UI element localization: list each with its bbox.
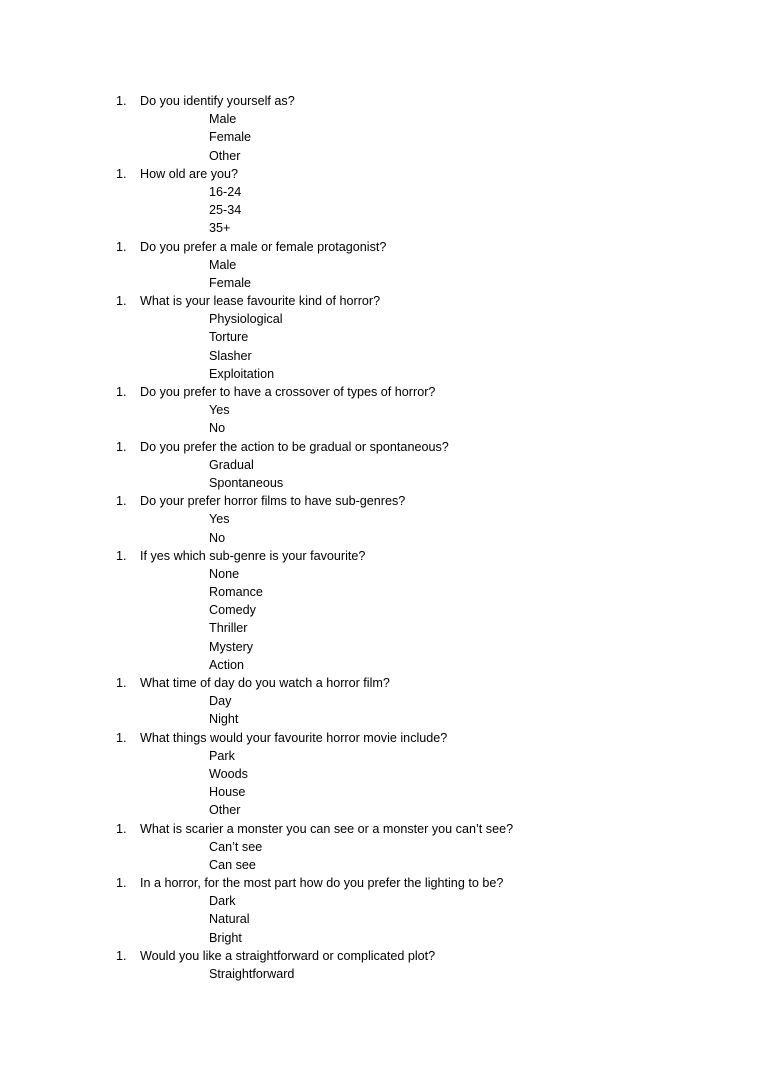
answer-option: Can see: [209, 857, 256, 872]
answer-option: None: [209, 566, 240, 581]
question-line: [0, 92, 768, 110]
question-text: If yes which sub-genre is your favourite?: [140, 548, 366, 563]
question-text: Do you prefer to have a crossover of types of horror?: [140, 385, 436, 399]
answer-option: 35+: [209, 221, 231, 236]
answer-option-line: [0, 747, 768, 765]
question-number: 1.: [116, 730, 127, 745]
answer-option-line: [0, 456, 768, 474]
answer-option: Park: [209, 748, 235, 763]
answer-option: Thriller: [209, 621, 248, 636]
question-number: 1.: [116, 821, 127, 836]
answer-option: Mystery: [209, 639, 254, 654]
answer-option-line: [0, 656, 768, 674]
question-line: [0, 238, 768, 256]
question-number: 1.: [116, 94, 127, 108]
question-text: Do your prefer horror films to have sub-genres?: [140, 494, 406, 509]
answer-option: Straightforward: [209, 967, 295, 981]
answer-option-line: [0, 801, 768, 819]
answer-option: Female: [209, 130, 251, 145]
question-line: [0, 165, 768, 183]
answer-option-line: [0, 474, 768, 492]
answer-option: Yes: [209, 403, 230, 418]
answer-option-line: [0, 638, 768, 656]
answer-option: No: [209, 530, 226, 545]
question-number: 1.: [116, 676, 127, 690]
answer-option: Female: [209, 275, 251, 290]
answer-option: Day: [209, 694, 232, 709]
question-number: 1.: [116, 385, 127, 399]
answer-option-line: [0, 128, 768, 146]
answer-option-line: [0, 692, 768, 710]
question-line: [0, 947, 768, 965]
answer-option-line: [0, 419, 768, 437]
question-number: 1.: [116, 876, 127, 891]
answer-option-line: [0, 183, 768, 201]
question-text: How old are you?: [140, 166, 239, 181]
answer-option-line: [0, 910, 768, 928]
question-number: 1.: [116, 439, 127, 454]
questionnaire-list: [0, 92, 768, 983]
answer-option: Woods: [209, 766, 248, 781]
answer-option-line: [0, 401, 768, 419]
question-text: Do you identify yourself as?: [140, 94, 295, 108]
answer-option-line: [0, 201, 768, 219]
answer-option-line: [0, 328, 768, 346]
answer-option: Physiological: [209, 312, 283, 327]
question-number: 1.: [116, 548, 127, 563]
question-number: 1.: [116, 294, 127, 309]
question-line: [0, 383, 768, 401]
answer-option-line: [0, 838, 768, 856]
answer-option-line: [0, 929, 768, 947]
question-line: [0, 729, 768, 747]
answer-option: Other: [209, 148, 241, 163]
answer-option-line: [0, 892, 768, 910]
question-line: [0, 874, 768, 892]
answer-option-line: [0, 565, 768, 583]
question-text: What things would your favourite horror movie include?: [140, 730, 448, 745]
answer-option-line: [0, 310, 768, 328]
answer-option-line: [0, 147, 768, 165]
question-line: [0, 674, 768, 692]
answer-option: Slasher: [209, 348, 252, 363]
answer-option: Spontaneous: [209, 475, 284, 490]
answer-option: 16-24: [209, 184, 242, 199]
answer-option: 25-34: [209, 203, 242, 218]
question-number: 1.: [116, 239, 127, 254]
question-number: 1.: [116, 948, 127, 963]
answer-option-line: [0, 365, 768, 383]
answer-option-line: [0, 256, 768, 274]
question-number: 1.: [116, 166, 127, 181]
answer-option: Yes: [209, 512, 230, 527]
question-text: Do you prefer a male or female protagonist?: [140, 239, 387, 254]
answer-option: Exploitation: [209, 366, 275, 381]
answer-option: Night: [209, 712, 239, 727]
question-text: Would you like a straightforward or complicated plot?: [140, 948, 436, 963]
question-text: What is your lease favourite kind of horror?: [140, 294, 381, 309]
question-line: [0, 438, 768, 456]
answer-option-line: [0, 510, 768, 528]
answer-option: Male: [209, 257, 237, 272]
answer-option-line: [0, 601, 768, 619]
question-line: [0, 292, 768, 310]
question-line: [0, 547, 768, 565]
answer-option-line: [0, 274, 768, 292]
question-number: 1.: [116, 494, 127, 509]
answer-option-line: [0, 765, 768, 783]
question-text: In a horror, for the most part how do you prefer the lighting to be?: [140, 876, 504, 891]
answer-option: Natural: [209, 912, 250, 927]
answer-option: Comedy: [209, 603, 256, 618]
answer-option: No: [209, 421, 226, 436]
answer-option: Gradual: [209, 457, 254, 472]
question-text: Do you prefer the action to be gradual or spontaneous?: [140, 439, 449, 454]
answer-option-line: [0, 219, 768, 237]
answer-option-line: [0, 529, 768, 547]
answer-option: Male: [209, 112, 237, 127]
answer-option: Dark: [209, 894, 236, 909]
answer-option-line: [0, 856, 768, 874]
answer-option: Bright: [209, 930, 242, 945]
answer-option: Other: [209, 803, 241, 818]
question-line: [0, 492, 768, 510]
answer-option-line: [0, 710, 768, 728]
answer-option-line: [0, 965, 768, 983]
answer-option-line: [0, 110, 768, 128]
answer-option-line: [0, 583, 768, 601]
question-text: What time of day do you watch a horror film?: [140, 676, 390, 690]
answer-option-line: [0, 619, 768, 637]
question-text: What is scarier a monster you can see or a monster you can’t see?: [140, 821, 514, 836]
answer-option: Action: [209, 657, 245, 672]
answer-option: Torture: [209, 330, 249, 345]
answer-option: House: [209, 785, 246, 800]
answer-option: Can’t see: [209, 839, 263, 854]
question-line: [0, 820, 768, 838]
answer-option-line: [0, 783, 768, 801]
answer-option-line: [0, 347, 768, 365]
answer-option: Romance: [209, 585, 263, 600]
